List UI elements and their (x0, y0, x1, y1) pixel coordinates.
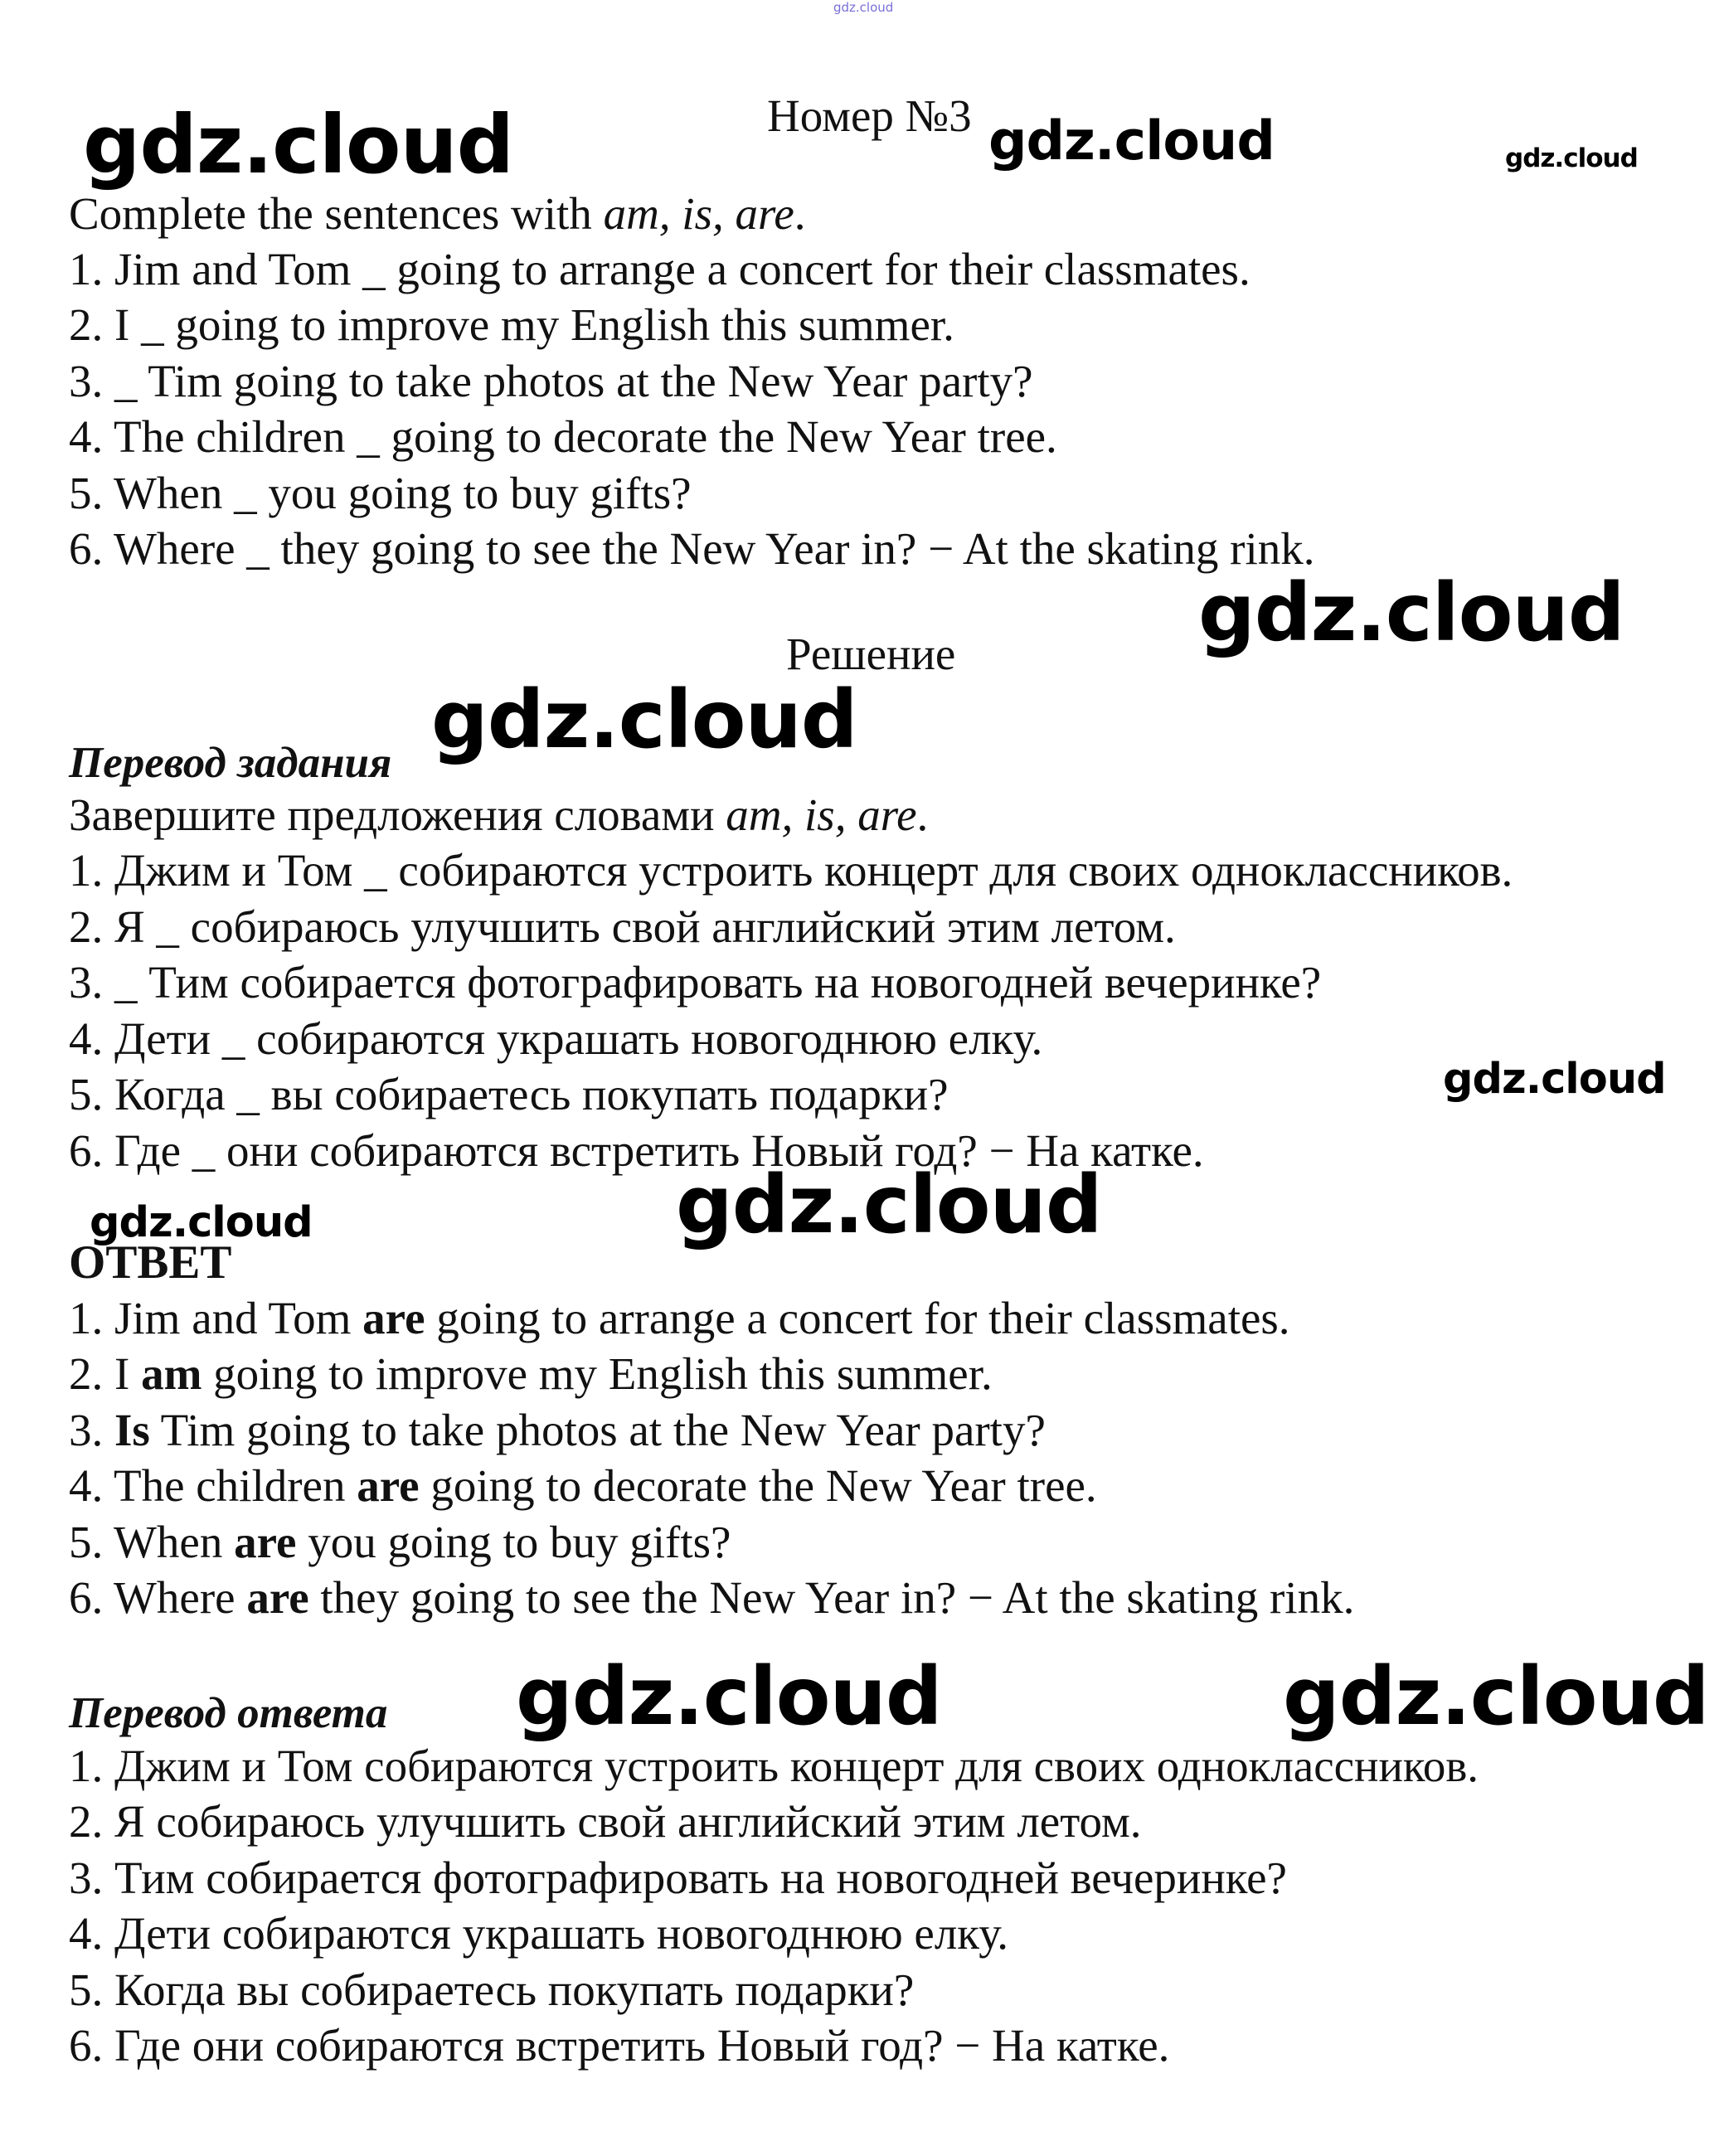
task-instruction-suffix: . (794, 188, 806, 239)
task-translation-heading: Перевод задания (69, 739, 392, 787)
answer-line (69, 1572, 1355, 1623)
answer-word: are (362, 1293, 425, 1343)
watermark: gdz.cloud (83, 98, 514, 192)
answer-line-post: you going to buy gifts? (296, 1517, 731, 1567)
task-line: 6. Where _ they going to see the New Year in? − At the skating rink. (69, 523, 1315, 574)
answer-word: Is (114, 1405, 150, 1455)
answer-translation-line: 2. Я собираюсь улучшить свой английский этим летом. (69, 1796, 1142, 1847)
answer-translation-line: 4. Дети собираются украшать новогоднюю елку. (69, 1908, 1008, 1959)
answer-line-pre: 2. I (69, 1348, 142, 1399)
answer-line-post: going to improve my English this summer. (202, 1348, 993, 1399)
task-instruction-words: am, is, are (603, 188, 794, 239)
answer-line-post: Tim going to take photos at the New Year party? (149, 1405, 1046, 1455)
task-line: 2. I _ going to improve my English this summer. (69, 299, 954, 350)
watermark: gdz.cloud (90, 1198, 313, 1247)
watermark: gdz.cloud (676, 1158, 1102, 1251)
answer-line-pre: 1. Jim and Tom (69, 1293, 363, 1343)
watermark: gdz.cloud (431, 673, 857, 766)
answer-line (69, 1407, 1046, 1453)
answer-line (69, 1519, 731, 1565)
answer-translation-line: 6. Где они собираются встретить Новый год? − На катке. (69, 2020, 1170, 2071)
answer-line (69, 1460, 1097, 1511)
solution-title: Решение (786, 629, 956, 679)
answer-translation-heading: Перевод ответа (69, 1689, 388, 1737)
watermark: gdz.cloud (1283, 1650, 1709, 1743)
answer-translation-line: 3. Тим собирается фотографировать на новогодней вечеринке? (69, 1853, 1287, 1903)
task-translation-line: 2. Я _ собираюсь улучшить свой английский этим летом. (69, 901, 1176, 952)
task-translation-line: 3. _ Тим собирается фотографировать на новогодней вечеринке? (69, 957, 1322, 1008)
answer-line (69, 1295, 1290, 1341)
answer-line (69, 1348, 993, 1399)
watermark: gdz.cloud (516, 1650, 942, 1743)
answer-word: are (246, 1572, 309, 1623)
exercise-number: Номер №3 (767, 90, 972, 141)
task-line: 5. When _ you going to buy gifts? (69, 468, 692, 518)
task-translation-line: 4. Дети _ собираются украшать новогоднюю елку. (69, 1013, 1043, 1064)
task-translation-line: 6. Где _ они собираются встретить Новый год? − На катке. (69, 1125, 1204, 1176)
answer-line-post: going to decorate the New Year tree. (419, 1460, 1097, 1511)
answer-word: are (234, 1517, 297, 1567)
answer-heading: ОТВЕТ (69, 1236, 232, 1289)
task-line: 4. The children _ going to decorate the New Year tree. (69, 411, 1057, 462)
watermark: gdz.cloud (1443, 1055, 1666, 1104)
watermark: gdz.cloud (1198, 566, 1624, 659)
answer-line-pre: 6. Where (69, 1572, 247, 1623)
watermark-top: gdz.cloud (833, 0, 894, 15)
task-translation-instruction (69, 789, 929, 840)
watermark: gdz.cloud (988, 110, 1275, 172)
answer-line-post: they going to see the New Year in? − At the skating rink. (308, 1572, 1355, 1623)
task-translation-prefix: Завершите предложения словами (69, 789, 726, 840)
answer-line-pre: 5. When (69, 1517, 235, 1567)
task-translation-suffix: . (916, 789, 929, 840)
task-instruction-prefix: Complete the sentences with (69, 188, 604, 239)
answer-translation-line: 1. Джим и Том собираются устроить концерт для своих одноклассников. (69, 1741, 1479, 1791)
task-translation-line: 5. Когда _ вы собираетесь покупать подарки? (69, 1069, 949, 1119)
answer-line-post: going to arrange a concert for their classmates. (425, 1293, 1290, 1343)
task-translation-line: 1. Джим и Том _ собираются устроить концерт для своих одноклассников. (69, 845, 1513, 896)
answer-line-pre: 4. The children (69, 1460, 357, 1511)
task-translation-words: am, is, are (726, 789, 917, 840)
answer-word: am (141, 1348, 202, 1399)
answer-word: are (357, 1460, 420, 1511)
answer-translation-line: 5. Когда вы собираетесь покупать подарки? (69, 1964, 915, 2015)
task-instruction (69, 188, 806, 239)
task-line: 1. Jim and Tom _ going to arrange a concert for their classmates. (69, 244, 1251, 294)
answer-line-pre: 3. (69, 1405, 114, 1455)
watermark: gdz.cloud (1505, 143, 1638, 173)
task-line: 3. _ Tim going to take photos at the New Year party? (69, 356, 1033, 406)
